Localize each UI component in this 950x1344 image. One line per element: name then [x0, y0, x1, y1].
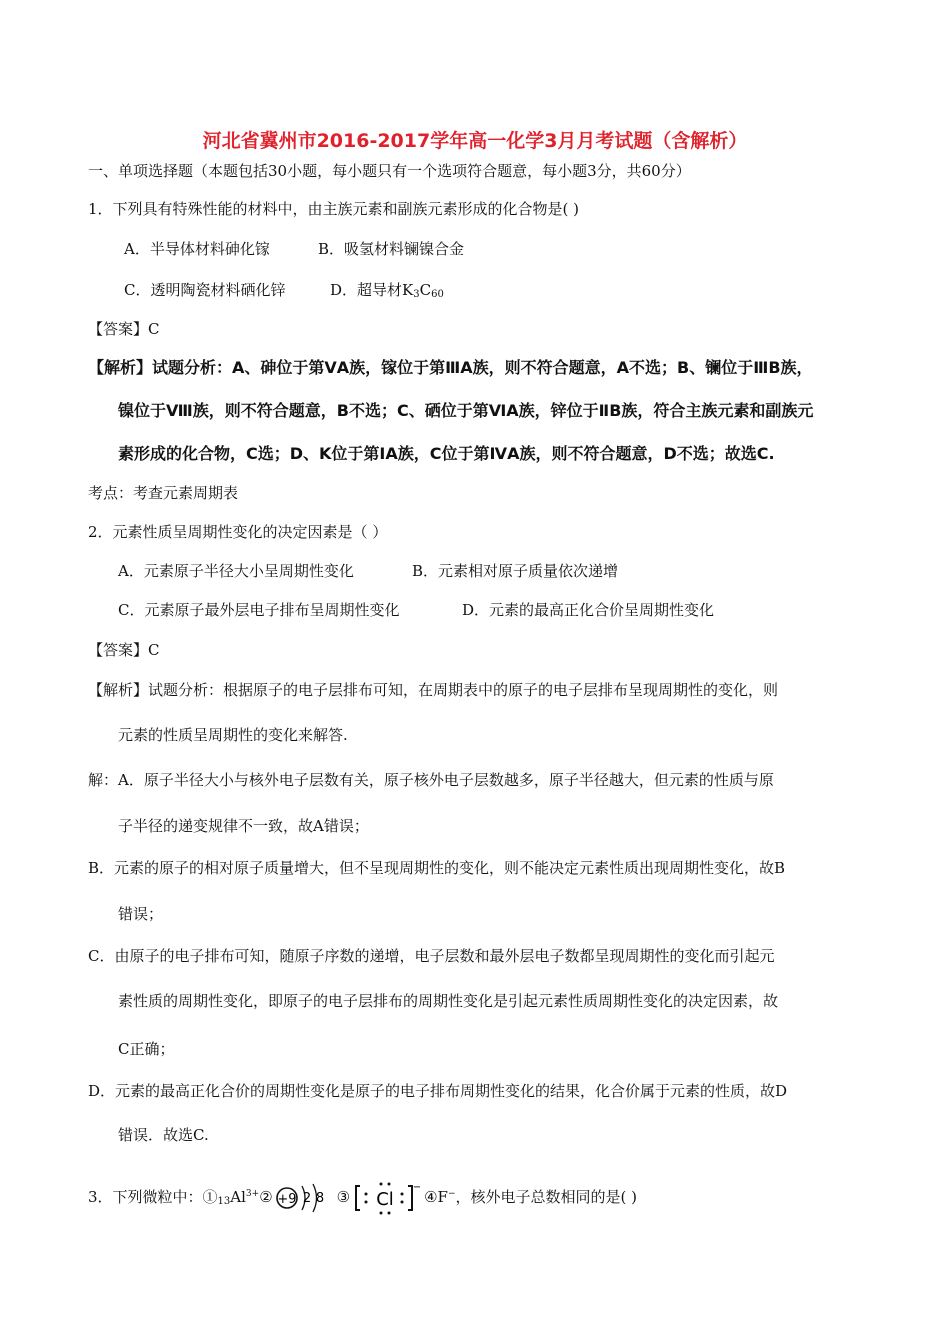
q1-kaodian: 考点：考查元素周期表 [88, 484, 239, 502]
q1-option-c: C．透明陶瓷材料硒化锌 [124, 281, 286, 299]
q2-solution-d-line2: 错误．故选C. [118, 1126, 209, 1144]
q1-option-b: B．吸氢材料镧镍合金 [318, 240, 465, 258]
q3-chloride-electron-dot [352, 1178, 422, 1218]
q2-solution-c-line2: 素性质的周期性变化，即原子的电子层排布的周期性变化是引起元素性质周期性变化的决定因素，故 [118, 992, 779, 1010]
q2-option-d: D．元素的最高正化合价呈周期性变化 [462, 601, 715, 619]
q3-al-atomic-number: 13 [217, 1196, 231, 1207]
q3-mark-2: ② [259, 1188, 273, 1206]
document-title: 河北省冀州市2016-2017学年高一化学3月月考试题（含解析） [202, 130, 748, 152]
q3-atom-structure-diagram [275, 1178, 335, 1218]
q3-shell-2: 8 [315, 1191, 324, 1206]
q1-option-d-sub1: 3 [413, 289, 420, 300]
q3-nucleus-charge: +9 [277, 1192, 297, 1207]
q2-explanation-line2: 元素的性质呈周期性的变化来解答. [118, 726, 348, 744]
q1-explanation-line1: 【解析】试题分析：A、砷位于第ⅤA族，镓位于第ⅢA族，则不符合题意，A不选；B、镧位于ⅢB族， [88, 358, 813, 377]
q2-solution-a-line1: 解：A．原子半径大小与核外电子层数有关，原子核外电子层数越多，原子半径越大，但元素的性质与原 [88, 771, 774, 789]
q3-prefix: 3．下列微粒中：① [88, 1188, 218, 1206]
q2-solution-c-line3: C正确； [118, 1040, 175, 1058]
q2-stem: 2．元素性质呈周期性变化的决定因素是（ ） [88, 523, 388, 541]
q2-answer: 【答案】C [88, 641, 160, 659]
q1-option-d-carbon: C [419, 281, 432, 299]
q2-option-b: B．元素相对原子质量依次递增 [412, 562, 619, 580]
q3-mark-4: ④F [424, 1188, 448, 1206]
q2-explanation-line1: 【解析】试题分析：根据原子的电子层排布可知，在周期表中的原子的电子层排布呈现周期性的变化，则 [88, 681, 779, 699]
q2-solution-b-line1: B．元素的原子的相对原子质量增大，但不呈现周期性的变化，则不能决定元素性质出现周期性变化，故B [88, 859, 786, 877]
q3-cl-charge: − [412, 1182, 422, 1193]
section-heading: 一、单项选择题（本题包括30小题，每小题只有一个选项符合题意，每小题3分，共60分） [88, 162, 691, 180]
q3-suffix: ，核外电子总数相同的是( ) [455, 1188, 637, 1206]
q1-explanation-line2: 镍位于Ⅷ族，则不符合题意，B不选；C、硒位于第ⅥA族，锌位于ⅡB族，符合主族元素和副族元 [118, 401, 814, 420]
q2-solution-a-line2: 子半径的递变规律不一致，故A错误； [118, 817, 369, 835]
q1-option-d-text: D．超导材K [330, 281, 414, 299]
q1-stem: 1．下列具有特殊性能的材料中，由主族元素和副族元素形成的化合物是( ) [88, 200, 580, 218]
q1-answer: 【答案】C [88, 320, 160, 338]
q2-solution-b-line2: 错误； [118, 905, 164, 923]
q1-option-d [330, 279, 444, 306]
q3-al-charge: 3+ [245, 1189, 260, 1199]
q2-solution-c-line1: C．由原子的电子排布可知，随原子序数的递增，电子层数和最外层电子数都呈现周期性的变化而引起元 [88, 947, 775, 965]
q3-al-symbol: Al [230, 1188, 246, 1206]
q2-option-c: C．元素原子最外层电子排布呈周期性变化 [118, 601, 400, 619]
q3-mark-3: ③ [336, 1188, 351, 1206]
q1-option-a: A．半导体材料砷化镓 [124, 240, 270, 258]
q2-solution-d-line1: D．元素的最高正化合价的周期性变化是原子的电子排布周期性变化的结果，化合价属于元素的性质，故D [88, 1082, 788, 1100]
q1-option-d-sub2: 60 [431, 289, 444, 300]
q3-f-charge: − [447, 1189, 456, 1199]
q3-shell-1: 2 [302, 1191, 311, 1206]
q1-explanation-line3: 素形成的化合物，C选；D、K位于第ⅠA族，C位于第ⅣA族，则不符合题意，D不选；故选C. [118, 444, 775, 463]
q2-option-a: A．元素原子半径大小呈周期性变化 [118, 562, 354, 580]
q3-stem [88, 1178, 637, 1218]
q3-cl-symbol: Cl [376, 1189, 394, 1210]
